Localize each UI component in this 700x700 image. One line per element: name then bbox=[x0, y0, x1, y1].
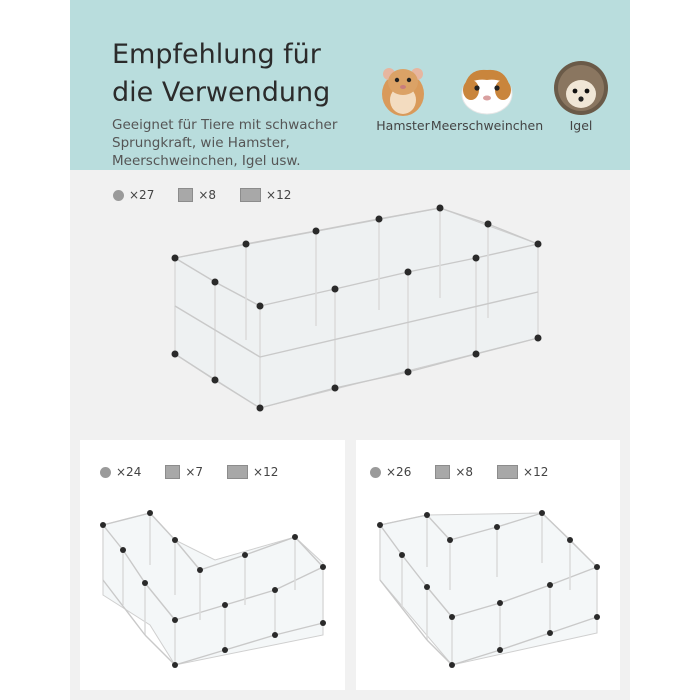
small-panel-count: ×7 bbox=[185, 465, 204, 479]
title-line-1: Empfehlung für bbox=[112, 39, 321, 70]
connector-icon bbox=[113, 190, 124, 201]
description-line-1: Geeignet für Tiere mit schwacher bbox=[112, 117, 338, 133]
large-panel-count: ×12 bbox=[266, 188, 292, 202]
small-panel-count: ×8 bbox=[455, 465, 474, 479]
large-panel-count: ×12 bbox=[253, 465, 279, 479]
guinea-pig-icon bbox=[458, 58, 516, 118]
legend-u-shape bbox=[370, 465, 548, 479]
pen-rectangle-illustration bbox=[160, 200, 560, 425]
legend-l-shape bbox=[100, 465, 278, 479]
small-panel-icon bbox=[165, 465, 180, 479]
animal-guinea-pig bbox=[430, 58, 544, 133]
description-line-3: Meerschweinchen, Igel usw. bbox=[112, 153, 301, 169]
usage-description bbox=[112, 116, 337, 170]
hedgehog-icon bbox=[553, 58, 609, 118]
connector-icon bbox=[370, 467, 381, 478]
animal-hedgehog bbox=[553, 58, 609, 133]
connector-count: ×24 bbox=[116, 465, 142, 479]
connector-icon bbox=[100, 467, 111, 478]
large-panel-icon bbox=[497, 465, 518, 479]
title-line-2: die Verwendung bbox=[112, 77, 331, 108]
connector-count: ×26 bbox=[386, 465, 412, 479]
animal-hamster bbox=[375, 58, 431, 133]
large-panel-count: ×12 bbox=[523, 465, 549, 479]
connector-count: ×27 bbox=[129, 188, 155, 202]
animal-label-hamster: Hamster bbox=[376, 118, 430, 133]
pen-u-shape-illustration bbox=[372, 505, 607, 675]
animal-label-hedgehog: Igel bbox=[569, 118, 593, 133]
large-panel-icon bbox=[227, 465, 248, 479]
pen-l-shape-illustration bbox=[95, 505, 335, 675]
small-panel-count: ×8 bbox=[198, 188, 217, 202]
animal-label-guinea-pig: Meerschweinchen bbox=[430, 118, 544, 133]
small-panel-icon bbox=[435, 465, 450, 479]
description-line-2: Sprungkraft, wie Hamster, bbox=[112, 135, 290, 151]
page-title bbox=[112, 36, 330, 112]
hamster-icon bbox=[375, 58, 431, 118]
